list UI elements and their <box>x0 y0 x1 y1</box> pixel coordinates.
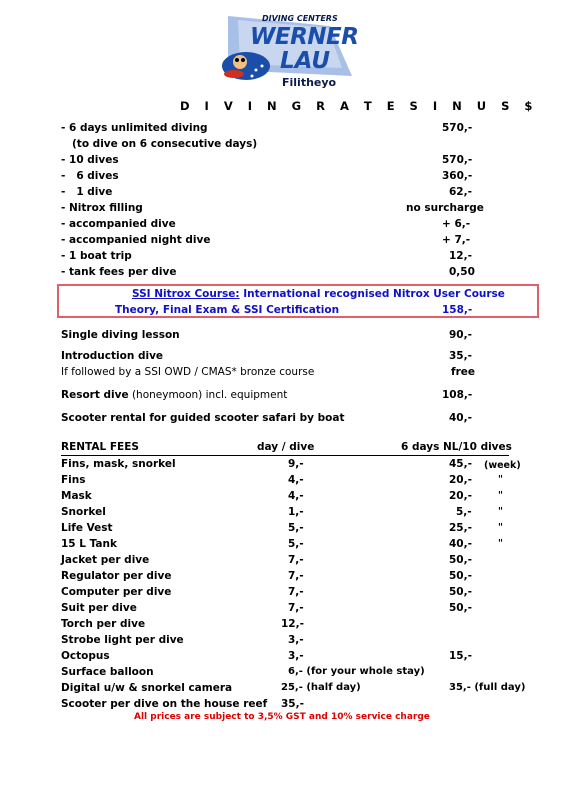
resort-dive-title: Resort dive <box>61 389 129 401</box>
followed-course-price: free <box>451 366 475 378</box>
rental-day-price: 7,- <box>288 570 304 582</box>
rental-day-price: 9,- <box>288 458 304 470</box>
scooter-rental-label: Scooter rental for guided scooter safari by boat <box>61 412 345 424</box>
rental-item: Torch per dive <box>61 618 146 630</box>
rental-item: Suit per dive <box>61 602 137 614</box>
rate-label: - 1 boat trip <box>61 250 132 262</box>
rental-six-price: 50,- <box>449 554 472 566</box>
rental-item: Scooter per dive on the house reef <box>61 698 268 710</box>
rate-label: - accompanied dive <box>61 218 176 230</box>
rate-price: 570,- <box>442 154 473 166</box>
rental-item: Fins <box>61 474 86 486</box>
rental-item: Fins, mask, snorkel <box>61 458 176 470</box>
nitrox-course-line1 <box>132 288 505 300</box>
rental-item: Strobe light per dive <box>61 634 184 646</box>
rental-day-price: 5,- <box>288 538 304 550</box>
rate-price: + 7,- <box>442 234 471 246</box>
rental-note: " <box>498 490 503 501</box>
rate-price: 360,- <box>442 170 473 182</box>
rate-label: - accompanied night dive <box>61 234 211 246</box>
logo-diving-centers: DIVING CENTERS <box>262 14 338 23</box>
rental-six-price: 20,- <box>449 474 472 486</box>
rate-price: + 6,- <box>442 218 471 230</box>
rental-item: Life Vest <box>61 522 113 534</box>
werner-lau-logo <box>210 10 360 92</box>
rental-six-price: 50,- <box>449 602 472 614</box>
rate-price: 570,- <box>442 122 473 134</box>
rental-day-price: 4,- <box>288 474 304 486</box>
rental-item: Digital u/w & snorkel camera <box>61 682 233 694</box>
rental-six-price: 35,- (full day) <box>449 682 526 693</box>
rental-six-price: 50,- <box>449 570 472 582</box>
rental-six-price: 25,- <box>449 522 472 534</box>
rate-label: - 10 dives <box>61 154 119 166</box>
rental-day-price: 4,- <box>288 490 304 502</box>
rental-item: Computer per dive <box>61 586 172 598</box>
resort-dive-label <box>61 389 287 401</box>
rental-six-price: 5,- <box>456 506 472 518</box>
rental-day-price: 1,- <box>288 506 304 518</box>
single-lesson-price: 90,- <box>449 329 472 341</box>
resort-dive-price: 108,- <box>442 389 473 401</box>
rental-six-price: 50,- <box>449 586 472 598</box>
nitrox-course-line2: Theory, Final Exam & SSI Certification <box>115 304 340 316</box>
scooter-rental-price: 40,- <box>449 412 472 424</box>
rental-day-price: 3,- <box>288 634 304 646</box>
rental-header-divider <box>61 455 509 456</box>
rental-day-price: 25,- (half day) <box>281 682 361 693</box>
rate-price: 0,50 <box>449 266 475 278</box>
rate-label: - 6 dives <box>61 170 119 182</box>
rental-item: Regulator per dive <box>61 570 172 582</box>
rate-label: - tank fees per dive <box>61 266 177 278</box>
rental-header-six-days: 6 days NL/10 dives <box>401 441 512 453</box>
single-lesson-label: Single diving lesson <box>61 329 180 341</box>
nitrox-course-price: 158,- <box>442 304 473 316</box>
followed-course-label: If followed by a SSI OWD / CMAS* bronze course <box>61 366 315 378</box>
rental-note: (week) <box>484 460 521 471</box>
intro-dive-label: Introduction dive <box>61 350 164 362</box>
page-title: D I V I N G R A T E S I N U S $ <box>180 99 538 113</box>
rental-day-price: 12,- <box>281 618 304 630</box>
rental-note: " <box>498 522 503 533</box>
rental-item: Jacket per dive <box>61 554 150 566</box>
rental-six-price: 45,- <box>449 458 472 470</box>
rental-header-item: RENTAL FEES <box>61 441 139 453</box>
rental-six-price: 20,- <box>449 490 472 502</box>
rental-note: " <box>498 506 503 517</box>
logo-lau: LAU <box>280 48 331 74</box>
rental-item: 15 L Tank <box>61 538 117 550</box>
rental-day-price: 7,- <box>288 554 304 566</box>
resort-dive-description: (honeymoon) incl. equipment <box>128 389 288 401</box>
rate-label: - 6 days unlimited diving <box>61 122 208 134</box>
rental-day-price: 3,- <box>288 650 304 662</box>
nitrox-course-title: SSI Nitrox Course: <box>132 288 240 300</box>
rate-price: no surcharge <box>406 202 484 214</box>
rental-item: Mask <box>61 490 92 502</box>
rate-label: - Nitrox filling <box>61 202 143 214</box>
nitrox-course-description: International recognised Nitrox User Course <box>239 288 505 300</box>
intro-dive-price: 35,- <box>449 350 472 362</box>
price-footnote: All prices are subject to 3,5% GST and 10% service charge <box>134 712 430 722</box>
rental-item: Snorkel <box>61 506 106 518</box>
logo-werner: WERNER <box>250 24 359 50</box>
rate-price: 12,- <box>449 250 472 262</box>
rental-day-price: 35,- <box>281 698 304 710</box>
rental-item: Octopus <box>61 650 110 662</box>
rental-header-day: day / dive <box>257 441 315 453</box>
rental-day-price: 6,- (for your whole stay) <box>288 666 425 677</box>
rate-label: (to dive on 6 consecutive days) <box>72 138 258 150</box>
rate-price: 62,- <box>449 186 472 198</box>
rental-six-price: 15,- <box>449 650 472 662</box>
rental-day-price: 5,- <box>288 522 304 534</box>
rental-note: " <box>498 538 503 549</box>
rental-day-price: 7,- <box>288 602 304 614</box>
rate-label: - 1 dive <box>61 186 113 198</box>
rental-item: Surface balloon <box>61 666 154 678</box>
rental-note: " <box>498 474 503 485</box>
logo-filitheyo: Filitheyo <box>282 76 337 89</box>
rental-day-price: 7,- <box>288 586 304 598</box>
rental-six-price: 40,- <box>449 538 472 550</box>
